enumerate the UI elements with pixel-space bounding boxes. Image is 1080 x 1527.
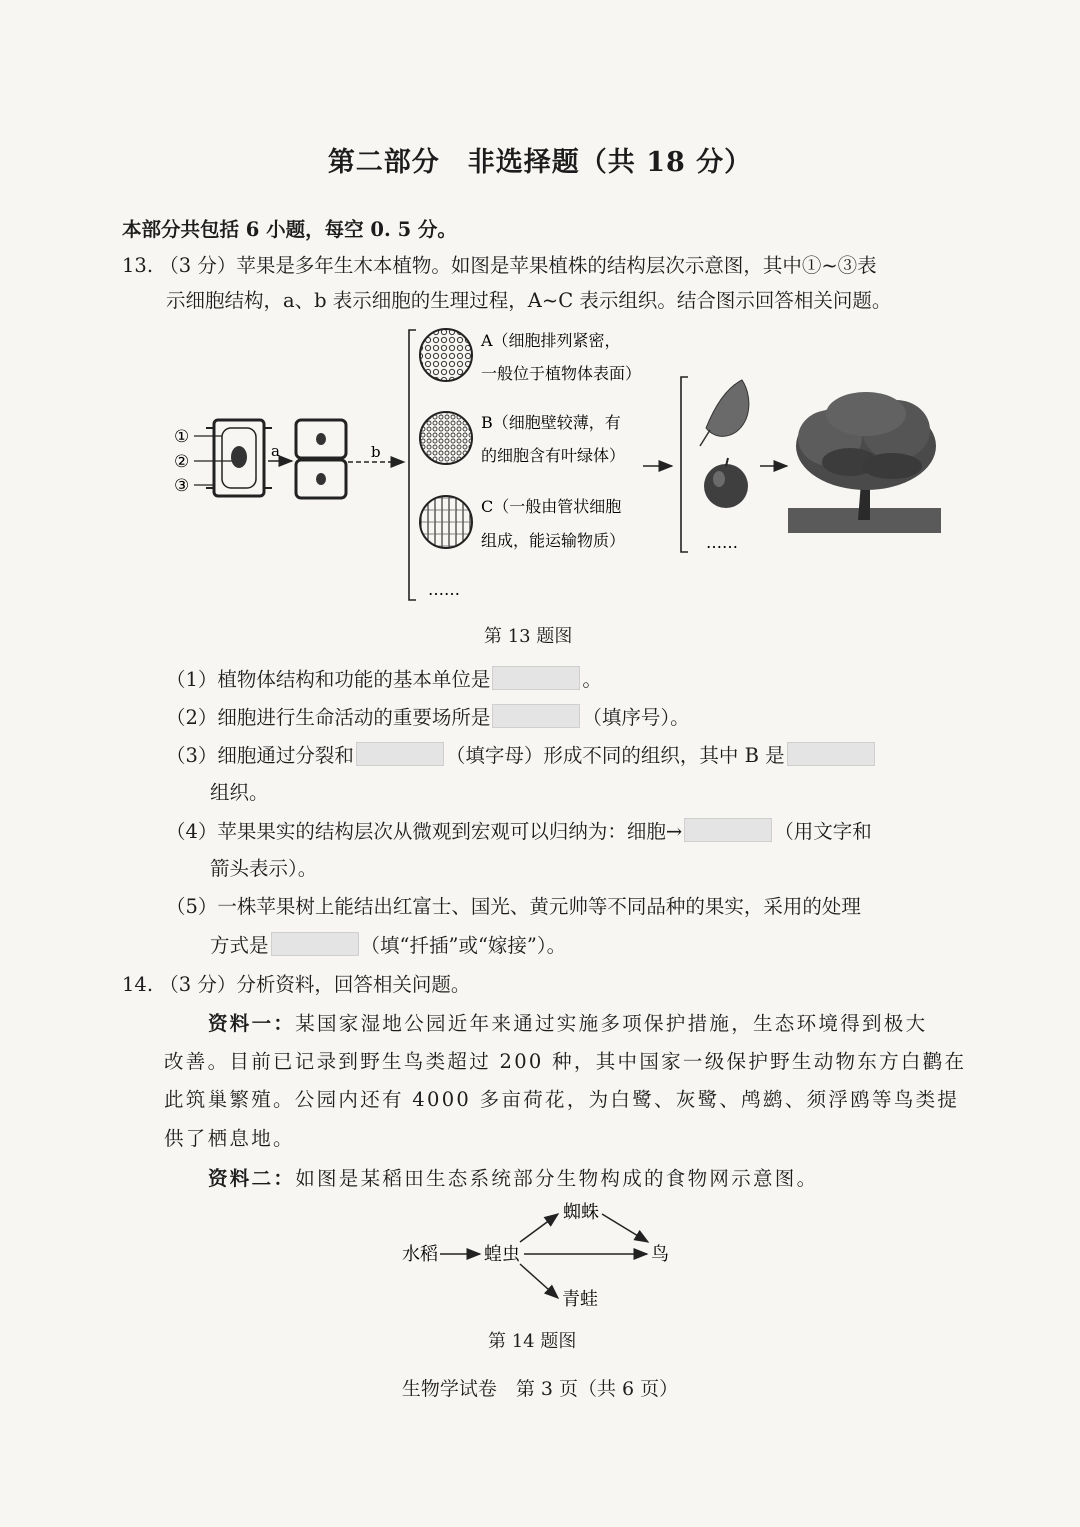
tissue-a-image	[420, 329, 472, 381]
food-web-diagram	[390, 1195, 690, 1315]
q13-sub2-end: （填序号）。	[582, 706, 690, 729]
plant-cell	[206, 420, 272, 496]
label-3: ③	[174, 476, 190, 496]
q13-figure	[160, 320, 960, 610]
page-footer: 生物学试卷 第 3 页（共 6 页）	[401, 1378, 679, 1400]
divided-cells	[296, 420, 346, 498]
tissue-c-image	[420, 496, 472, 548]
node-spider: 蜘蛛	[563, 1202, 599, 1223]
q13-stem-line2: 示细胞结构，a、b 表示细胞的生理过程，A~C 表示组织。结合图示回答相关问题。	[166, 289, 892, 312]
q13-sub3-blank2[interactable]	[787, 742, 875, 766]
q13-sub1-end: 。	[582, 668, 602, 691]
q14-material2	[208, 1166, 818, 1192]
node-bird: 鸟	[651, 1244, 669, 1265]
section-title: 第二部分 非选择题（共 18 分）	[327, 147, 753, 178]
q13-sub3-mid: （填字母）形成不同的组织，其中 B 是	[445, 744, 785, 767]
apple-image	[704, 458, 748, 508]
q13-sub3-text: （3）细胞通过分裂和	[166, 744, 354, 767]
q13-sub4-blank[interactable]	[684, 818, 772, 842]
q13-sub5-text: 方式是	[210, 934, 269, 957]
q13-sub4-text: （4）苹果果实的结构层次从微观到宏观可以归纳为：细胞→	[166, 820, 683, 843]
q14-material2-label: 资料二：	[208, 1167, 296, 1190]
tissue-ellipsis: ……	[428, 580, 460, 599]
process-a-label: a	[271, 442, 280, 460]
q14-material1-line1	[208, 1011, 927, 1037]
organ-ellipsis: ……	[706, 533, 738, 552]
q14-figure-caption: 第 14 题图	[488, 1331, 577, 1352]
q13-sub4-cont: 箭头表示）。	[210, 857, 318, 880]
q13-sub2	[166, 704, 690, 731]
tissue-b-desc-1: B（细胞壁较薄，有	[481, 413, 621, 432]
q14-material2-text: 如图是某稻田生态系统部分生物构成的食物网示意图。	[295, 1167, 819, 1190]
q13-sub3-cont: 组织。	[210, 781, 269, 804]
tissue-c-desc-2: 组成，能运输物质）	[481, 531, 626, 550]
node-frog: 青蛙	[562, 1289, 598, 1310]
tissue-c-desc-1: C（一般由管状细胞	[481, 497, 622, 516]
edge-locust-frog	[520, 1264, 558, 1298]
q14-material1-line3: 此筑巢繁殖。公园内还有 4000 多亩荷花，为白鹭、灰鹭、鸬鹚、须浮鸥等鸟类提	[164, 1088, 960, 1111]
tissue-b-image	[420, 412, 472, 464]
label-2: ②	[174, 452, 190, 472]
process-b-label: b	[371, 443, 381, 461]
node-rice: 水稻	[402, 1244, 438, 1265]
q13-sub5-cont	[210, 932, 566, 959]
q13-sub3	[166, 742, 877, 769]
q14-material1-line2: 改善。目前已记录到野生鸟类超过 200 种，其中国家一级保护野生动物东方白鹳在	[164, 1050, 967, 1073]
edge-spider-bird	[602, 1214, 648, 1242]
label-1: ①	[174, 427, 190, 447]
q13-sub1-text: （1）植物体结构和功能的基本单位是	[166, 668, 491, 691]
q13-stem-line1: 13. （3 分）苹果是多年生木本植物。如图是苹果植株的结构层次示意图，其中①~③表	[122, 254, 877, 277]
apple-tree-image	[788, 392, 941, 533]
q14-material1-text1: 某国家湿地公园近年来通过实施多项保护措施，生态环境得到极大	[295, 1012, 928, 1035]
node-locust: 蝗虫	[484, 1244, 520, 1265]
q13-figure-caption: 第 13 题图	[484, 626, 573, 647]
q13-sub1	[166, 666, 602, 693]
leaf-image	[700, 380, 749, 446]
q13-sub5-blank[interactable]	[271, 932, 359, 956]
q14-material1-label: 资料一：	[208, 1012, 296, 1035]
tissue-a-desc-1: A（细胞排列紧密，	[481, 331, 621, 350]
q13-sub3-blank1[interactable]	[356, 742, 444, 766]
q13-sub2-text: （2）细胞进行生命活动的重要场所是	[166, 706, 491, 729]
q13-sub5: （5）一株苹果树上能结出红富士、国光、黄元帅等不同品种的果实，采用的处理	[166, 895, 861, 918]
q13-sub2-blank[interactable]	[492, 704, 580, 728]
edge-locust-spider	[520, 1214, 558, 1242]
tissue-b-desc-2: 的细胞含有叶绿体）	[481, 446, 626, 465]
tissue-a-desc-2: 一般位于植物体表面）	[481, 364, 642, 383]
q13-sub4	[166, 818, 872, 845]
section-intro: 本部分共包括 6 小题，每空 0. 5 分。	[122, 218, 457, 241]
q14-material1-line4: 供了栖息地。	[164, 1127, 295, 1150]
q13-sub4-end: （用文字和	[774, 820, 872, 843]
q13-sub1-blank[interactable]	[492, 666, 580, 690]
q14-stem: 14. （3 分）分析资料，回答相关问题。	[122, 973, 471, 996]
q13-sub5-end: （填“扦插”或“嫁接”）。	[360, 934, 567, 957]
